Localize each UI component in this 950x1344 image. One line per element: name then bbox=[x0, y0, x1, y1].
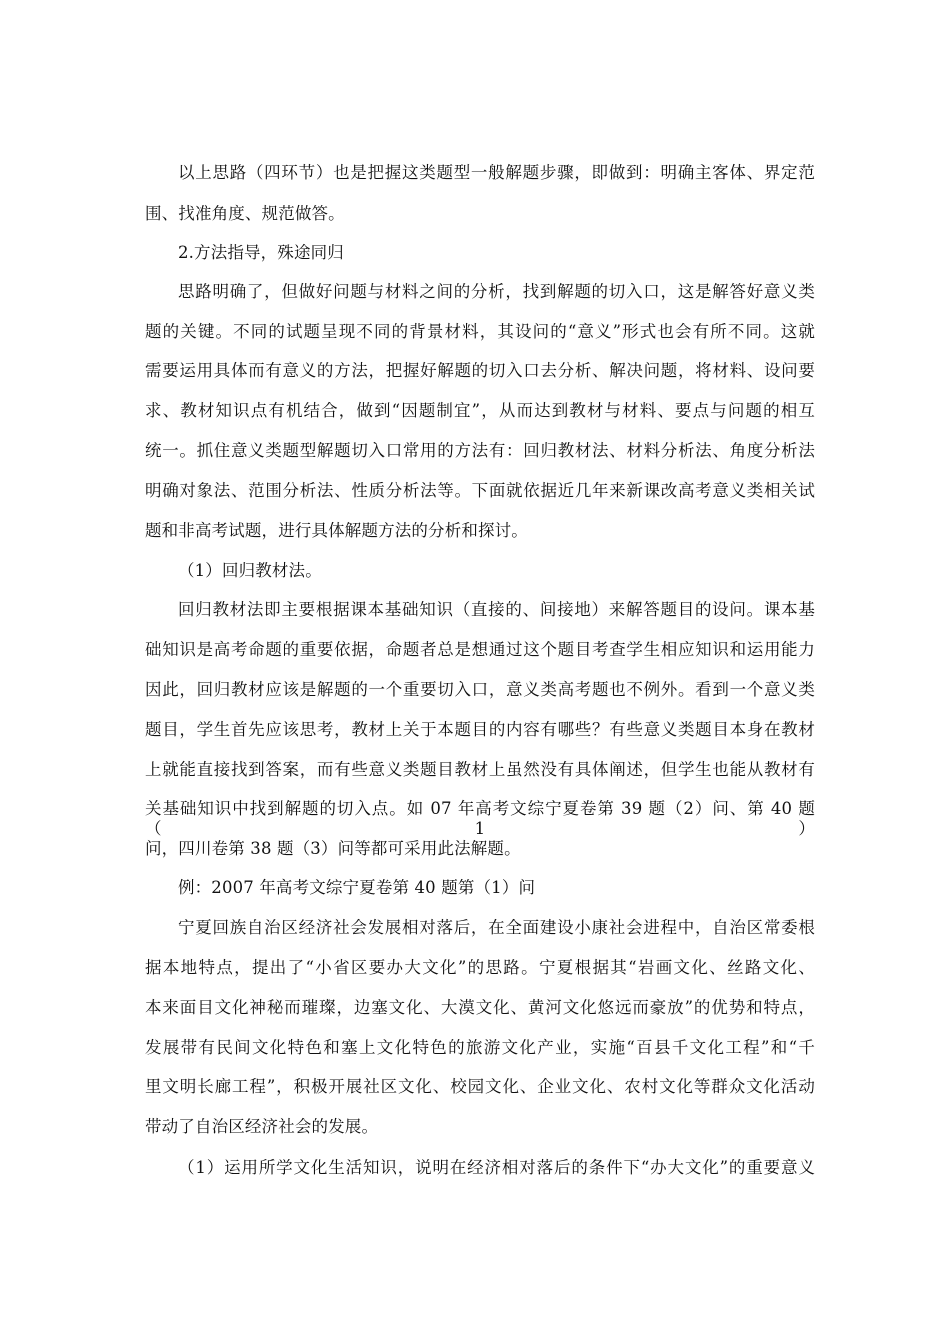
paragraph-line: 础知识是高考命题的重要依据，命题者总是想通过这个题目考查学生相应知识和运用能力 bbox=[145, 640, 815, 659]
paragraph-line: 问，四川卷第 38 题（3）问等都可采用此法解题。 bbox=[145, 839, 521, 858]
paragraph-line: 关基础知识中找到解题的切入点。如 07 年高考文综宁夏卷第 39 题（2）问、第 40 题（1） bbox=[145, 799, 815, 838]
paragraph-line: 思路明确了，但做好问题与材料之间的分析，找到解题的切入口，这是解答好意义类 bbox=[178, 282, 815, 301]
paragraph-line: 以上思路（四环节）也是把握这类题型一般解题步骤，即做到：明确主客体、界定范 bbox=[178, 163, 815, 182]
paragraph-line: 求、教材知识点有机结合，做到“因题制宜”，从而达到教材与材料、要点与问题的相互 bbox=[145, 401, 815, 420]
question-line: （1）运用所学文化生活知识，说明在经济相对落后的条件下“办大文化”的重要意义 bbox=[178, 1158, 815, 1177]
paragraph-line: 题目，学生首先应该思考，教材上关于本题目的内容有哪些？有些意义类题目本身在教材 bbox=[145, 720, 815, 739]
subsection-heading: （1）回归教材法。 bbox=[178, 561, 322, 580]
paragraph-line: 围、找准角度、规范做答。 bbox=[145, 204, 345, 223]
paragraph-line: 题的关键。不同的试题呈现不同的背景材料，其设问的“意义”形式也会有所不同。这就 bbox=[145, 322, 815, 341]
paragraph-line: 宁夏回族自治区经济社会发展相对落后，在全面建设小康社会进程中，自治区常委根 bbox=[178, 918, 815, 937]
paragraph-line: 明确对象法、范围分析法、性质分析法等。下面就依据近几年来新课改高考意义类相关试 bbox=[145, 481, 815, 500]
paragraph-line: 需要运用具体而有意义的方法，把握好解题的切入口去分析、解决问题，将材料、设问要 bbox=[145, 361, 815, 380]
paragraph-line: 本来面目文化神秘而璀璨，边塞文化、大漠文化、黄河文化悠远而豪放”的优势和特点， bbox=[145, 998, 815, 1017]
paragraph-line: 发展带有民间文化特色和塞上文化特色的旅游文化产业，实施“百县千文化工程”和“千 bbox=[145, 1038, 815, 1057]
paragraph-line: 上就能直接找到答案，而有些意义类题目教材上虽然没有具体阐述，但学生也能从教材有 bbox=[145, 760, 815, 779]
paragraph-line: 里文明长廊工程”，积极开展社区文化、校园文化、企业文化、农村文化等群众文化活动 bbox=[145, 1077, 815, 1096]
example-heading: 例：2007 年高考文综宁夏卷第 40 题第（1）问 bbox=[178, 878, 536, 897]
paragraph-line: 带动了自治区经济社会的发展。 bbox=[145, 1117, 379, 1136]
paragraph-line: 统一。抓住意义类题型解题切入口常用的方法有：回归教材法、材料分析法、角度分析法 bbox=[145, 441, 815, 460]
paragraph-line: 回归教材法即主要根据课本基础知识（直接的、间接地）来解答题目的设问。课本基 bbox=[178, 600, 815, 619]
paragraph-line: 据本地特点，提出了“小省区要办大文化”的思路。宁夏根据其“岩画文化、丝路文化、 bbox=[145, 958, 815, 977]
paragraph-line: 因此，回归教材应该是解题的一个重要切入口，意义类高考题也不例外。看到一个意义类 bbox=[145, 680, 815, 699]
paragraph-line: 题和非高考试题，进行具体解题方法的分析和探讨。 bbox=[145, 521, 528, 540]
section-heading: 2.方法指导，殊途同归 bbox=[178, 243, 344, 262]
